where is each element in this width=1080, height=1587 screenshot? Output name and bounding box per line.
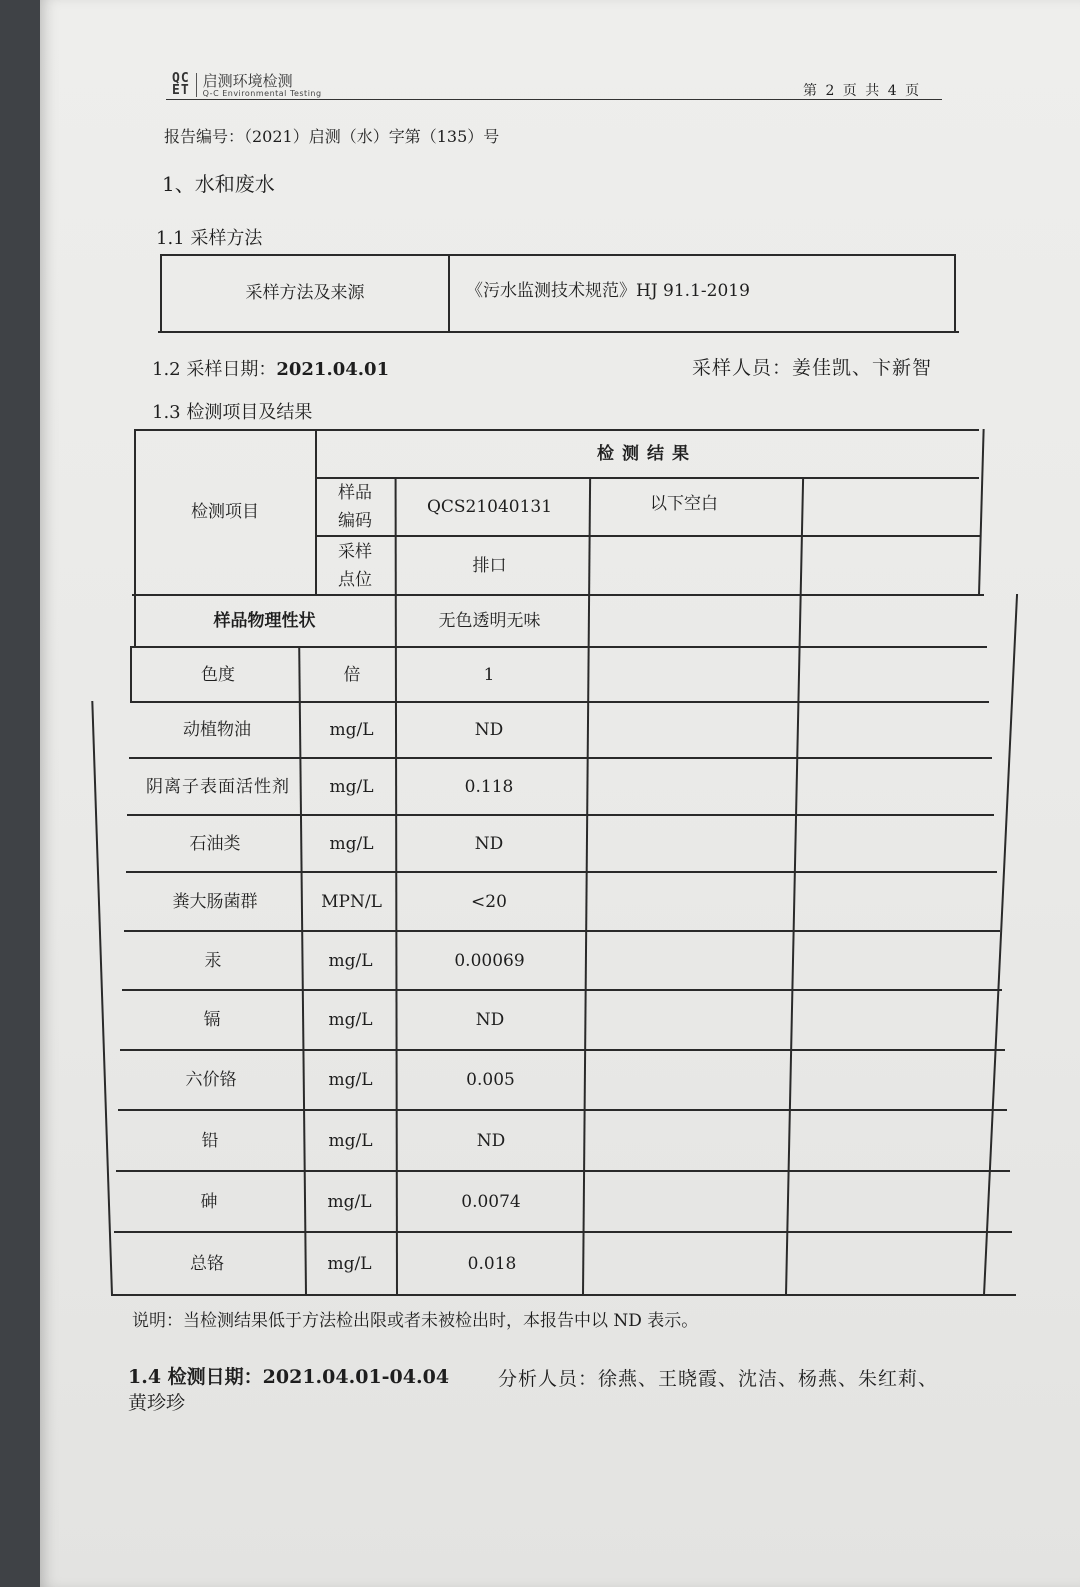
row-item: 阴离子表面活性剂 bbox=[146, 776, 290, 797]
results-heading: 1.3 检测项目及结果 bbox=[152, 402, 313, 423]
nd-note: 说明：当检测结果低于方法检出限或者未被检出时，本报告中以 ND 表示。 bbox=[132, 1311, 699, 1331]
row-value: 0.0074 bbox=[461, 1191, 521, 1212]
sampling-date bbox=[152, 355, 389, 381]
row-value: ND bbox=[474, 833, 504, 854]
company-logo bbox=[172, 70, 322, 100]
report-number: 报告编号：（2021）启测（水）字第（135）号 bbox=[164, 127, 500, 146]
logo-mark bbox=[172, 73, 190, 97]
row-item: 铅 bbox=[201, 1130, 219, 1151]
row-item: 砷 bbox=[200, 1191, 218, 1212]
analysts-line-2: 黄珍珍 bbox=[128, 1392, 186, 1414]
row-item: 汞 bbox=[204, 950, 222, 971]
row-value: <20 bbox=[471, 891, 507, 912]
row-value: ND bbox=[474, 720, 504, 740]
row-unit: MPN/L bbox=[321, 891, 382, 912]
sampling-date-label: 1.2 采样日期： bbox=[152, 359, 277, 380]
header-rule bbox=[166, 99, 942, 100]
col-header-item: 检测项目 bbox=[191, 502, 259, 522]
logo-mark-top: QC bbox=[172, 71, 190, 86]
analysis-date bbox=[128, 1362, 449, 1389]
row-item: 色度 bbox=[201, 664, 235, 685]
sampling-staff: 采样人员：姜佳凯、卞新智 bbox=[692, 357, 933, 379]
logo-mark-bottom: ET bbox=[172, 83, 190, 98]
page-info: 第 2 页 共 4 页 bbox=[803, 83, 922, 99]
company-name-cn: 启测环境检测 bbox=[202, 71, 293, 90]
row-item: 粪大肠菌群 bbox=[172, 891, 258, 912]
row-item: 总铬 bbox=[190, 1253, 224, 1274]
col-header-results: 检测结果 bbox=[597, 443, 697, 464]
row-unit: mg/L bbox=[328, 1130, 373, 1151]
row-value: ND bbox=[475, 1010, 505, 1030]
sampling-method-label: 采样方法及来源 bbox=[245, 283, 365, 303]
row-unit: mg/L bbox=[328, 950, 373, 971]
row-unit: mg/L bbox=[329, 720, 374, 740]
sampling-method-heading: 1.1 采样方法 bbox=[156, 228, 263, 249]
row-value: 0.00069 bbox=[454, 950, 525, 971]
sample-code: QCS21040131 bbox=[426, 497, 553, 517]
sample-site: 排口 bbox=[472, 555, 507, 576]
sampling-method-value: 《污水监测技术规范》HJ 91.1-2019 bbox=[466, 281, 750, 301]
company-name-en: Q-C Environmental Testing bbox=[202, 88, 322, 98]
blank-note: 以下空白 bbox=[650, 494, 718, 514]
row-unit: mg/L bbox=[329, 833, 374, 854]
row-value: 1 bbox=[483, 664, 495, 685]
sample-code-label: 样品编码 bbox=[337, 483, 372, 531]
row-unit: mg/L bbox=[327, 1253, 372, 1274]
row-unit: 倍 bbox=[343, 664, 361, 685]
logo-divider bbox=[196, 73, 197, 97]
sampling-date-value: 2021.04.01 bbox=[276, 359, 390, 380]
analysis-date-label: 1.4 检测日期： bbox=[128, 1366, 263, 1388]
physical-value: 无色透明无味 bbox=[438, 611, 541, 631]
row-value: 0.005 bbox=[466, 1070, 515, 1090]
analysts-line-1: 分析人员：徐燕、王晓霞、沈洁、杨燕、朱红莉、 bbox=[498, 1368, 939, 1390]
row-value: 0.118 bbox=[464, 776, 514, 797]
physical-label: 样品物理性状 bbox=[213, 611, 316, 631]
row-unit: mg/L bbox=[327, 1191, 372, 1212]
row-unit: mg/L bbox=[328, 1070, 373, 1090]
row-item: 六价铬 bbox=[185, 1070, 237, 1090]
sample-site-label: 采样点位 bbox=[337, 541, 372, 590]
row-value: 0.018 bbox=[467, 1253, 517, 1274]
analysis-date-value: 2021.04.01-04.04 bbox=[262, 1366, 450, 1388]
row-value: ND bbox=[476, 1130, 506, 1151]
row-unit: mg/L bbox=[328, 1010, 373, 1030]
row-item: 石油类 bbox=[189, 833, 241, 854]
section-title: 1、水和废水 bbox=[162, 172, 275, 196]
row-item: 镉 bbox=[203, 1010, 221, 1030]
row-item: 动植物油 bbox=[183, 720, 251, 740]
row-unit: mg/L bbox=[329, 776, 374, 797]
